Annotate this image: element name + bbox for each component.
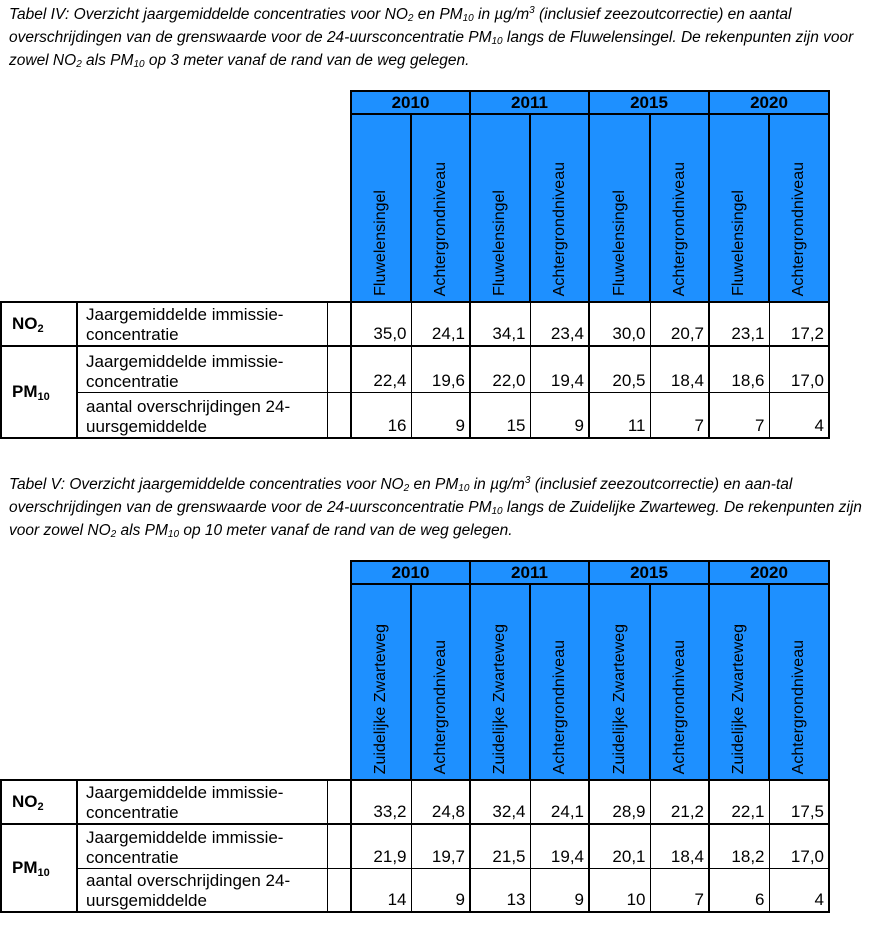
table-cell: 6	[709, 868, 769, 912]
column-header: Achtergrondniveau	[411, 114, 470, 302]
pollutant-label: $PM_{10}$	[1, 346, 77, 438]
table-cell: 19,6	[411, 346, 470, 392]
table-cell: 11	[589, 392, 650, 438]
table-v-caption: Tabel V: Overzicht jaargemiddelde concentraties voor $NO_2$ en $PM_{10}$ in $\mu g/m^3$ (inclusief zeezoutcorrectie) en aan-tal overschrijdingen van de grenswaarde voor de 24-uursconcentratie $PM_{10}$ langs de Zuidelijke Zwarteweg. De rekenpunten zijn voor zowel $NO_2$ als $PM_{10}$ op 10 meter vanaf de rand van de weg gelegen.	[9, 475, 862, 540]
column-header: Achtergrondniveau	[769, 114, 829, 302]
column-header: Achtergrondniveau	[650, 114, 709, 302]
table-v	[0, 560, 830, 913]
table-cell: 21,2	[650, 780, 709, 824]
column-header: Zuidelijke Zwarteweg	[709, 584, 769, 780]
table-cell: 19,7	[411, 824, 470, 868]
table-cell: 18,4	[650, 346, 709, 392]
pollutant-label: $NO_2$	[1, 302, 77, 346]
table-cell: 9	[411, 868, 470, 912]
column-header: Achtergrondniveau	[530, 584, 589, 780]
column-header: Fluwelensingel	[589, 114, 650, 302]
row-description: Jaargemiddelde immissie- concentratie	[77, 780, 327, 824]
table-cell: 7	[650, 392, 709, 438]
table-cell: 22,0	[470, 346, 530, 392]
row-description: aantal overschrijdingen 24- uursgemiddelde	[77, 392, 327, 438]
year-header: 2011	[470, 561, 589, 584]
table-cell: 32,4	[470, 780, 530, 824]
table-cell: 10	[589, 868, 650, 912]
year-header: 2015	[589, 91, 709, 114]
row-description: aantal overschrijdingen 24- uursgemiddelde	[77, 868, 327, 912]
year-header: 2015	[589, 561, 709, 584]
table-row	[1, 868, 829, 912]
column-header: Fluwelensingel	[709, 114, 769, 302]
column-header: Achtergrondniveau	[411, 584, 470, 780]
table-cell: 24,1	[411, 302, 470, 346]
table-cell: 17,2	[769, 302, 829, 346]
table-cell: 4	[769, 868, 829, 912]
table-cell: 23,4	[530, 302, 589, 346]
table-cell: 17,0	[769, 346, 829, 392]
table-cell: 14	[351, 868, 411, 912]
row-description: Jaargemiddelde immissie- concentratie	[77, 346, 327, 392]
table-iv	[0, 90, 830, 439]
row-description: Jaargemiddelde immissie- concentratie	[77, 302, 327, 346]
table-cell: 19,4	[530, 346, 589, 392]
table-cell: 23,1	[709, 302, 769, 346]
year-header: 2020	[709, 561, 829, 584]
column-header: Achtergrondniveau	[769, 584, 829, 780]
table-cell: 22,4	[351, 346, 411, 392]
pollutant-label: $PM_{10}$	[1, 824, 77, 912]
column-header: Achtergrondniveau	[650, 584, 709, 780]
table-row	[1, 392, 829, 438]
year-header: 2020	[709, 91, 829, 114]
column-header: Fluwelensingel	[470, 114, 530, 302]
table-cell: 20,7	[650, 302, 709, 346]
table-cell: 30,0	[589, 302, 650, 346]
year-header-row	[1, 561, 829, 584]
year-header: 2010	[351, 91, 470, 114]
table-cell: 7	[650, 868, 709, 912]
table-cell: 20,1	[589, 824, 650, 868]
column-header-row	[1, 114, 829, 302]
table-cell: 20,5	[589, 346, 650, 392]
row-description: Jaargemiddelde immissie- concentratie	[77, 824, 327, 868]
pollutant-label: $NO_2$	[1, 780, 77, 824]
table-cell: 35,0	[351, 302, 411, 346]
column-header: Zuidelijke Zwarteweg	[470, 584, 530, 780]
year-header: 2011	[470, 91, 589, 114]
table-cell: 9	[530, 868, 589, 912]
table-row	[1, 346, 829, 392]
table-row	[1, 302, 829, 346]
table-cell: 21,9	[351, 824, 411, 868]
table-cell: 21,5	[470, 824, 530, 868]
table-cell: 4	[769, 392, 829, 438]
table-cell: 15	[470, 392, 530, 438]
table-cell: 18,6	[709, 346, 769, 392]
column-header-row	[1, 584, 829, 780]
column-header: Fluwelensingel	[351, 114, 411, 302]
table-cell: 22,1	[709, 780, 769, 824]
table-cell: 33,2	[351, 780, 411, 824]
table-cell: 9	[411, 392, 470, 438]
table-cell: 34,1	[470, 302, 530, 346]
table-cell: 7	[709, 392, 769, 438]
year-header-row	[1, 91, 829, 114]
table-iv-caption: Tabel IV: Overzicht jaargemiddelde concentraties voor $NO_2$ en $PM_{10}$ in $\mu g/m^3$ (inclusief zeezoutcorrectie) en aantal overschrijdingen van de grenswaarde voor de 24-uursconcentratie $PM_{10}$ langs de Fluwelensingel. De rekenpunten zijn voor zowel $NO_2$ als $PM_{10}$ op 3 meter vanaf de rand van de weg gelegen.	[9, 5, 854, 70]
table-cell: 28,9	[589, 780, 650, 824]
table-cell: 16	[351, 392, 411, 438]
table-cell: 13	[470, 868, 530, 912]
table-cell: 24,1	[530, 780, 589, 824]
table-cell: 18,2	[709, 824, 769, 868]
table-cell: 19,4	[530, 824, 589, 868]
table-cell: 24,8	[411, 780, 470, 824]
column-header: Zuidelijke Zwarteweg	[351, 584, 411, 780]
table-cell: 18,4	[650, 824, 709, 868]
column-header: Zuidelijke Zwarteweg	[589, 584, 650, 780]
year-header: 2010	[351, 561, 470, 584]
table-row	[1, 824, 829, 868]
table-row	[1, 780, 829, 824]
table-cell: 17,0	[769, 824, 829, 868]
column-header: Achtergrondniveau	[530, 114, 589, 302]
table-cell: 9	[530, 392, 589, 438]
table-cell: 17,5	[769, 780, 829, 824]
